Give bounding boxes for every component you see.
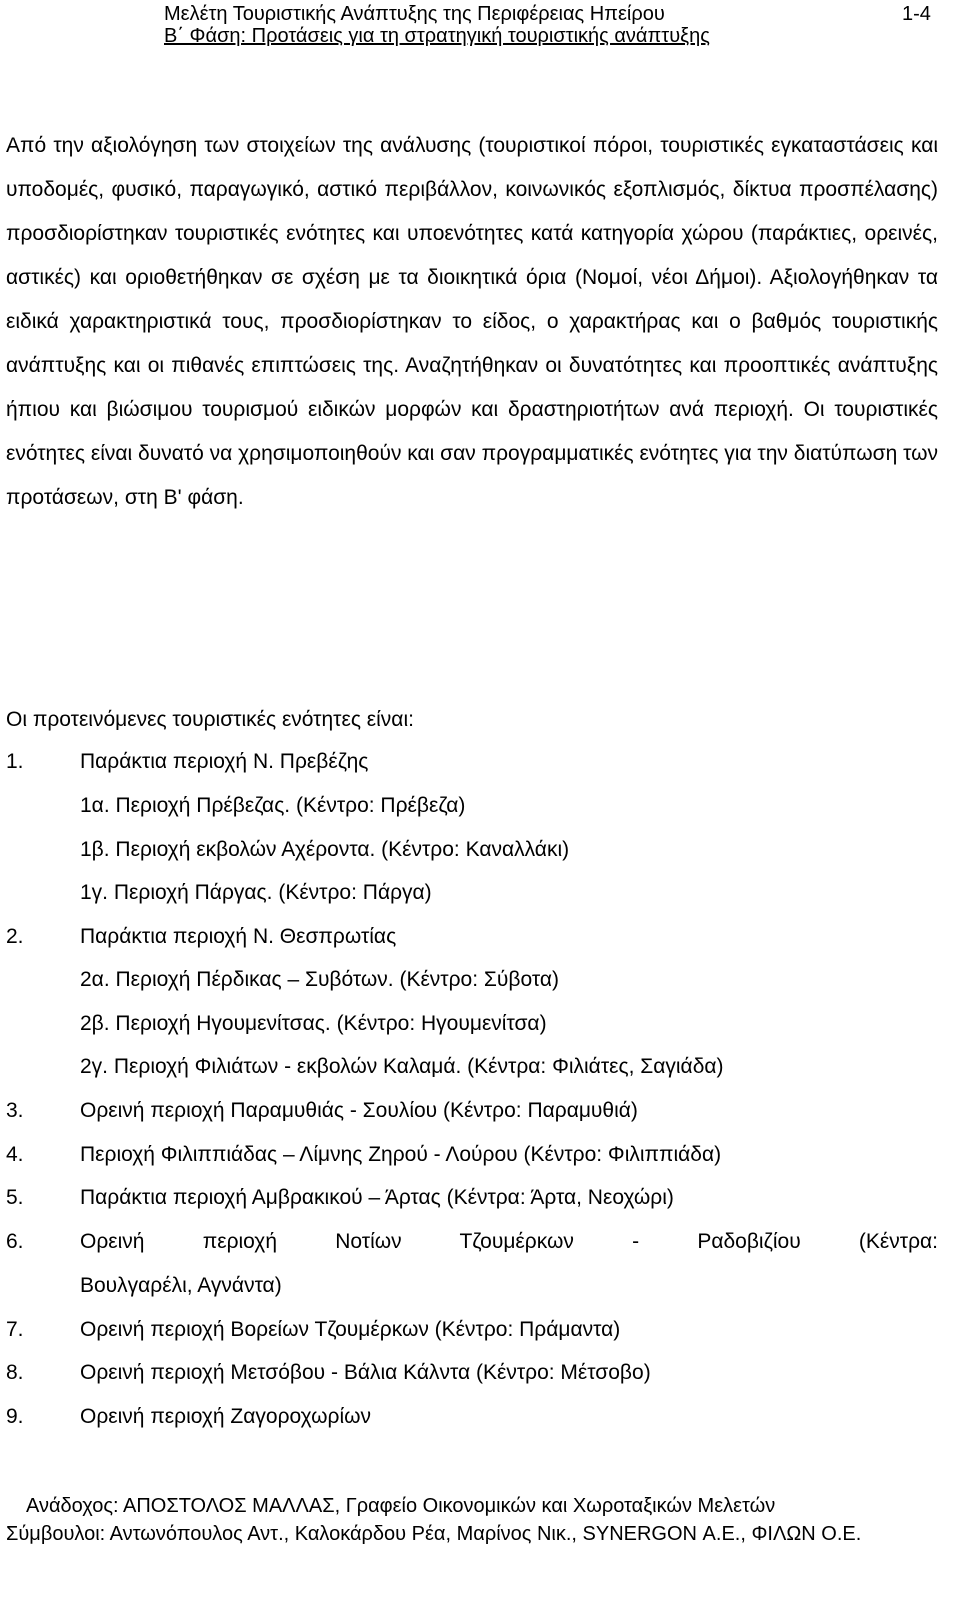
list-item-text: Παράκτια περιοχή Ν. Θεσπρωτίας [80, 925, 397, 948]
list-item-number: 3. [6, 1099, 24, 1122]
list-item-number: 4. [6, 1143, 24, 1166]
list-item-text: Παράκτια περιοχή Αμβρακικού – Άρτας (Κέντρα: Άρτα, Νεοχώρι) [80, 1186, 674, 1209]
list-item-number: 9. [6, 1405, 24, 1428]
list-item-number: 1. [6, 750, 24, 773]
list-item-number: 8. [6, 1361, 24, 1384]
list-item-number: 6. [6, 1230, 24, 1253]
sub-item-text: 1γ. Περιοχή Πάργας. (Κέντρο: Πάργα) [80, 881, 432, 904]
sub-item-text: 2γ. Περιοχή Φιλιάτων - εκβολών Καλαμά. (Κέντρα: Φιλιάτες, Σαγιάδα) [80, 1055, 724, 1078]
document-title: Μελέτη Τουριστικής Ανάπτυξης της Περιφέρειας Ηπείρου [164, 3, 665, 25]
page-number: 1-4 [902, 3, 931, 25]
list-item-text: Ορεινή περιοχή Ζαγοροχωρίων [80, 1405, 372, 1428]
body-paragraph: Από την αξιολόγηση των στοιχείων της ανάλυσης (τουριστικοί πόροι, τουριστικές εγκαταστάσεις και υποδομές, φυσικό, παραγωγικό, αστικό περιβάλλον, κοινωνικός εξοπλισμός, δίκτυα προσπέλασης) προσδιορίστηκαν τουριστικές ενότητες και υποενότητες κατά κατηγορία χώρου (παράκτιες, ορεινές, αστικές) και οριοθετήθηκαν σε σχέση με τα διοικητικά όρια (Νομοί, νέοι Δήμοι). Αξιολογήθηκαν τα ειδικά χαρακτηριστικά τους, προσδιορίστηκαν το είδος, ο χαρακτήρας και ο βαθμός τουριστικής ανάπτυξης και οι πιθανές επιπτώσεις της. Αναζητήθηκαν οι δυνατότητες και προοπτικές ανάπτυξης ήπιου και βιώσιμου τουρισμού ειδικών μορφών και δραστηριοτήτων ανά περιοχή. Οι τουριστικές ενότητες είναι δυνατό να χρησιμοποιηθούν και σαν προγραμματικές ενότητες για την διατύπωση των προτάσεων, στη Β' φάση. [6, 134, 938, 509]
list-item-text: Ορεινή περιοχή Μετσόβου - Βάλια Κάλντα (Κέντρο: Μέτσοβο) [80, 1361, 651, 1384]
list-item-text: Ορεινή περιοχή Παραμυθιάς - Σουλίου (Κέντρο: Παραμυθιά) [80, 1099, 638, 1122]
document-subtitle: Β΄ Φάση: Προτάσεις για τη στρατηγική τουριστικής ανάπτυξης [164, 25, 710, 47]
list-item-text: Περιοχή Φιλιππιάδας – Λίμνης Ζηρού - Λούρου (Κέντρο: Φιλιππιάδα) [80, 1143, 722, 1166]
sub-item-text: 2α. Περιοχή Πέρδικας – Συβότων. (Κέντρο: Σύβοτα) [80, 968, 559, 991]
list-item-number: 5. [6, 1186, 24, 1209]
sub-item-text: 1β. Περιοχή εκβολών Αχέροντα. (Κέντρο: Καναλλάκι) [80, 838, 570, 861]
list-item-text: Ορεινή περιοχή Νοτίων Τζουμέρκων - Ραδοβιζίου (Κέντρα: [80, 1230, 938, 1253]
list-item-text: Παράκτια περιοχή Ν. Πρεβέζης [80, 750, 369, 773]
list-item-number: 7. [6, 1318, 24, 1341]
sub-item-text: 1α. Περιοχή Πρέβεζας. (Κέντρο: Πρέβεζα) [80, 794, 466, 817]
list-intro: Οι προτεινόμενες τουριστικές ενότητες είναι: [6, 708, 414, 731]
contractor-line: Ανάδοχος: ΑΠΟΣΤΟΛΟΣ ΜΑΛΛΑΣ, Γραφείο Οικονομικών και Χωροταξικών Μελετών [26, 1495, 776, 1517]
consultants-line: Σύμβουλοι: Αντωνόπουλος Αντ., Καλοκάρδου Ρέα, Μαρίνος Νικ., SYNERGON Α.Ε., ΦΙΛΩΝ Ο.Ε. [6, 1523, 862, 1545]
list-item-text: Ορεινή περιοχή Βορείων Τζουμέρκων (Κέντρο: Πράμαντα) [80, 1318, 621, 1341]
sub-item-text: 2β. Περιοχή Ηγουμενίτσας. (Κέντρο: Ηγουμενίτσα) [80, 1012, 547, 1035]
list-item-text-continued: Βουλγαρέλι, Αγνάντα) [80, 1274, 282, 1297]
list-item-number: 2. [6, 925, 24, 948]
